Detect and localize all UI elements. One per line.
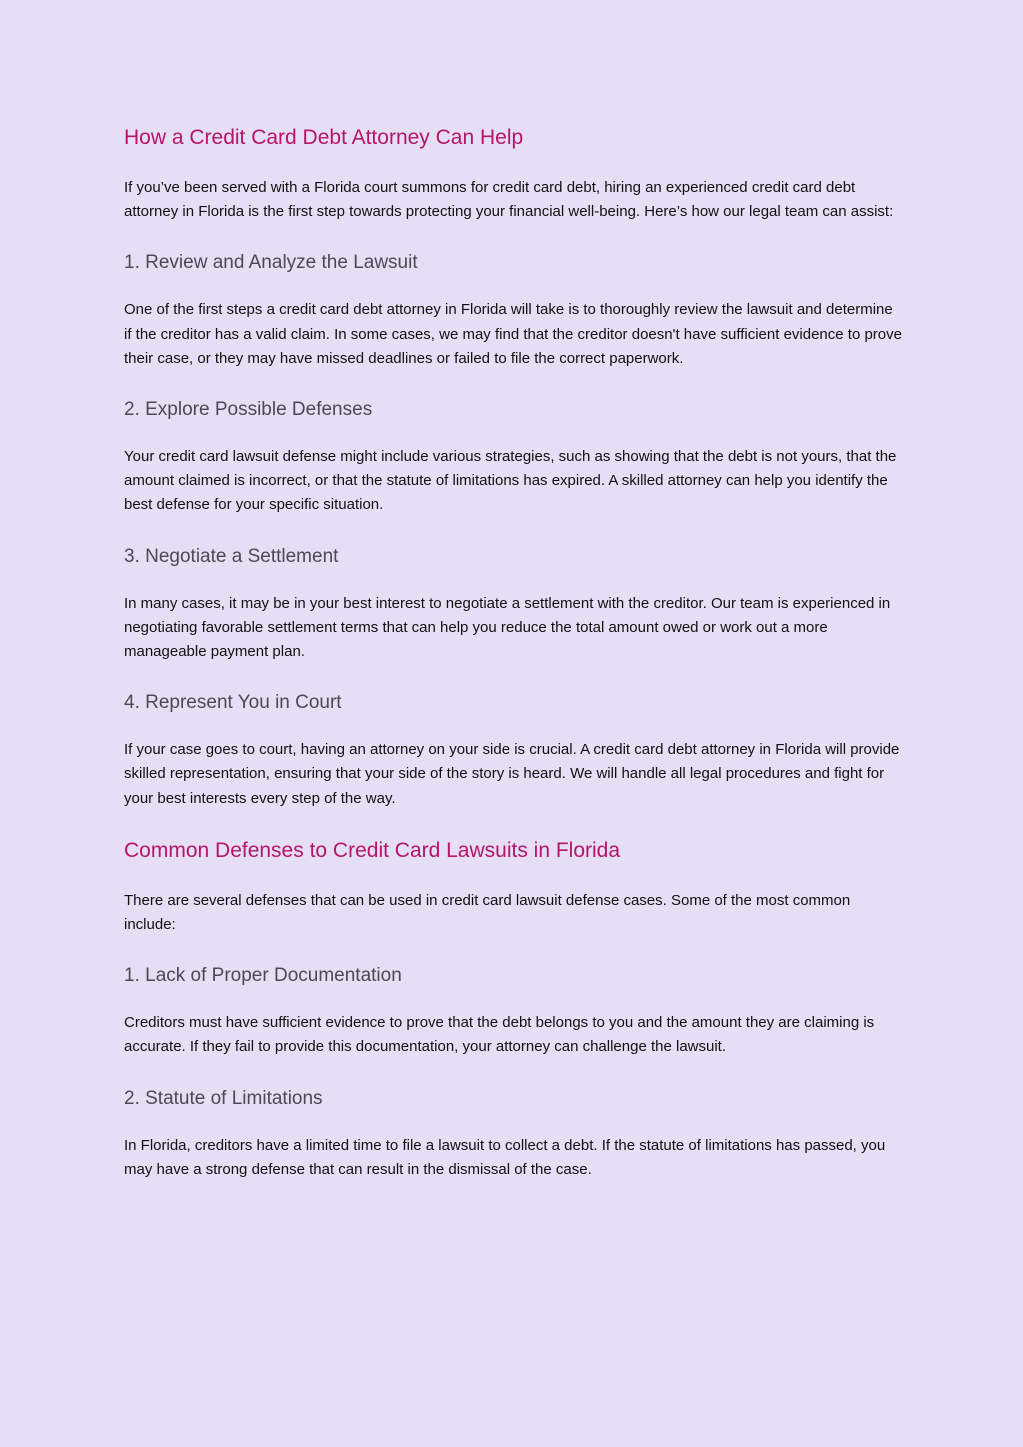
paragraph-lack-documentation: Creditors must have sufficient evidence to prove that the debt belongs to you and the amount they are claiming is accurate. If they fail to provide this documentation, your attorney can challenge the lawsuit. bbox=[124, 1014, 875, 1056]
section-intro-common-defenses: There are several defenses that can be used in credit card lawsuit defense cases. Some of the most common include: bbox=[124, 891, 851, 934]
paragraph-review-lawsuit: One of the first steps a credit card debt attorney in Florida will take is to thoroughly review the lawsuit and determine if the creditor has a valid claim. In some cases, we may find that the creditor doesn't have sufficient evidence to prove their case, or they may have missed deadlines or failed to file the correct paperwork. bbox=[124, 301, 902, 367]
subheading-explore-defenses: 2. Explore Possible Defenses bbox=[124, 399, 373, 421]
subheading-lack-documentation: 1. Lack of Proper Documentation bbox=[124, 965, 402, 987]
subheading-negotiate-settlement: 3. Negotiate a Settlement bbox=[124, 545, 339, 567]
paragraph-statute-limitations: In Florida, creditors have a limited time to file a lawsuit to collect a debt. If the statute of limitations has passed, you may have a strong defense that can result in the dismissal of the case. bbox=[124, 1136, 886, 1178]
paragraph-represent-in-court: If your case goes to court, having an attorney on your side is crucial. A credit card debt attorney in Florida will provide skilled representation, ensuring that your side of the story is heard. We will handle all legal procedures and fight for your best interests every step of the way. bbox=[124, 741, 900, 807]
paragraph-explore-defenses: Your credit card lawsuit defense might include various strategies, such as showing that the debt is not yours, that the amount claimed is incorrect, or that the statute of limitations has expired. A skilled attorney can help you identify the best defense for your specific situation. bbox=[124, 448, 897, 514]
subheading-statute-limitations: 2. Statute of Limitations bbox=[124, 1087, 323, 1109]
subheading-represent-in-court: 4. Represent You in Court bbox=[124, 692, 342, 714]
paragraph-negotiate-settlement: In many cases, it may be in your best interest to negotiate a settlement with the creditor. Our team is experienced in negotiating favorable settlement terms that can help you reduce the total amount owed or work out a more manageable payment plan. bbox=[124, 594, 891, 661]
section-intro-attorney-help: If you’ve been served with a Florida court summons for credit card debt, hiring an experienced credit card debt attorney in Florida is the first step towards protecting your financial well-being. Here’s how our legal team can assist: bbox=[124, 179, 894, 221]
section-heading-common-defenses: Common Defenses to Credit Card Lawsuits in Florida bbox=[124, 838, 621, 862]
section-heading-attorney-help: How a Credit Card Debt Attorney Can Help bbox=[124, 126, 524, 149]
subheading-review-lawsuit: 1. Review and Analyze the Lawsuit bbox=[124, 252, 418, 274]
